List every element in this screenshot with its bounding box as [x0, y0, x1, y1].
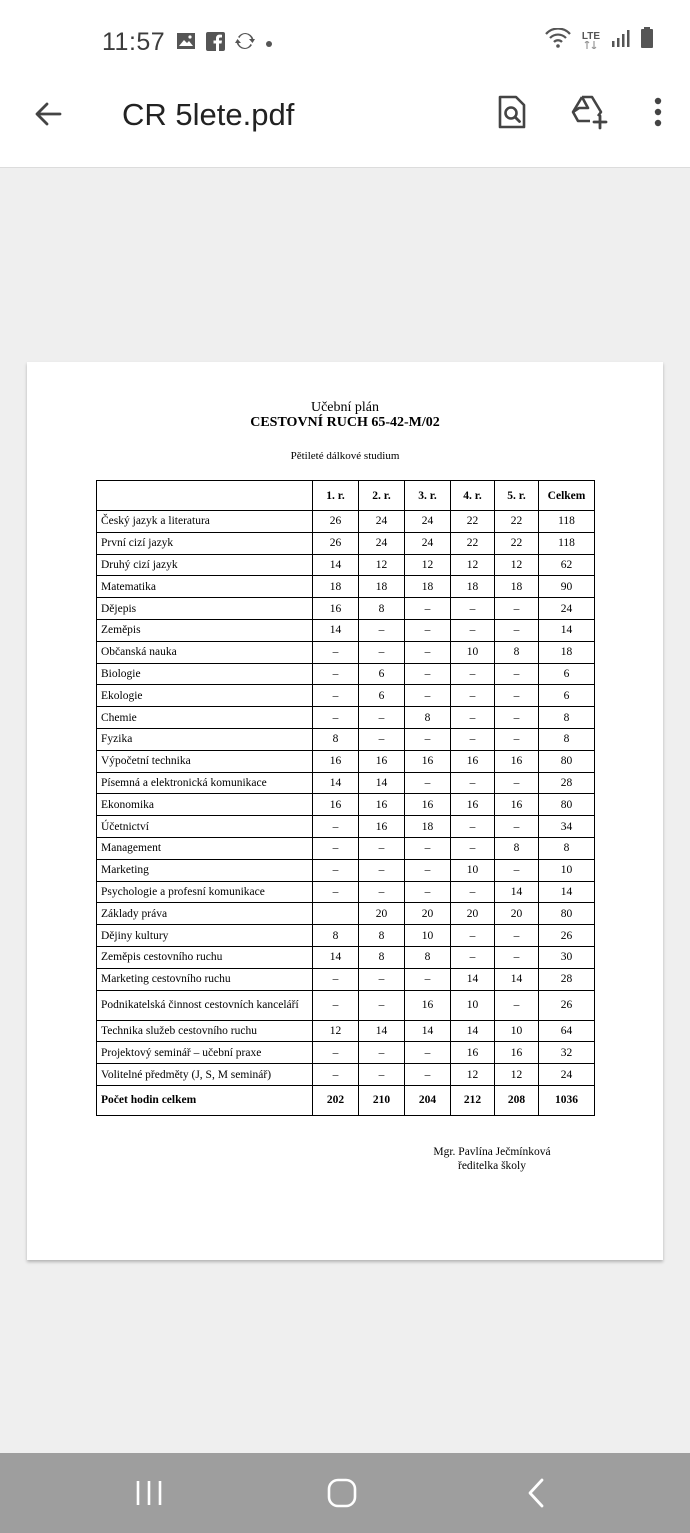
hours-cell: 10 — [451, 859, 495, 881]
hours-cell: 10 — [451, 641, 495, 663]
hours-cell: – — [451, 946, 495, 968]
hours-cell: 8 — [359, 925, 405, 947]
hours-cell: 14 — [313, 772, 359, 794]
hours-cell: – — [313, 881, 359, 903]
subject-cell: Zeměpis cestovního ruchu — [97, 946, 313, 968]
hours-cell: 14 — [495, 881, 539, 903]
subject-cell: Občanská nauka — [97, 641, 313, 663]
hours-cell: 14 — [539, 881, 595, 903]
hours-cell: 10 — [405, 925, 451, 947]
hours-cell: 24 — [539, 1064, 595, 1086]
search-in-document-button[interactable] — [492, 92, 532, 132]
table-row — [97, 968, 595, 990]
hours-cell: 18 — [495, 576, 539, 598]
hours-cell: 14 — [313, 946, 359, 968]
table-row — [97, 619, 595, 641]
hours-cell: 12 — [405, 554, 451, 576]
subject-cell: Český jazyk a literatura — [97, 511, 313, 533]
hours-cell: 16 — [405, 990, 451, 1020]
hours-cell: 12 — [495, 1064, 539, 1086]
subject-cell: Fyzika — [97, 728, 313, 750]
hours-cell: 34 — [539, 816, 595, 838]
hours-cell: 14 — [313, 619, 359, 641]
hours-cell: 26 — [313, 532, 359, 554]
hours-cell: – — [405, 837, 451, 859]
hours-cell: 16 — [313, 598, 359, 620]
add-to-drive-icon — [570, 94, 610, 130]
hours-cell: 16 — [359, 816, 405, 838]
hours-cell: – — [495, 990, 539, 1020]
hours-cell: 64 — [539, 1020, 595, 1042]
hours-cell: 14 — [539, 619, 595, 641]
hours-cell: 26 — [539, 925, 595, 947]
hours-cell: 8 — [313, 925, 359, 947]
hours-cell: – — [405, 728, 451, 750]
hours-cell: 10 — [451, 990, 495, 1020]
hours-cell: – — [359, 1042, 405, 1064]
subject-cell: Dějepis — [97, 598, 313, 620]
hours-cell: – — [451, 925, 495, 947]
hours-cell: 12 — [451, 1064, 495, 1086]
table-row — [97, 641, 595, 663]
hours-cell: 16 — [495, 1042, 539, 1064]
document-heading — [27, 400, 663, 430]
battery-icon — [640, 27, 654, 54]
facebook-icon — [206, 32, 225, 56]
hours-cell: 20 — [451, 903, 495, 925]
table-row — [97, 750, 595, 772]
header-cell: 5. r. — [495, 481, 539, 511]
hours-cell: – — [313, 685, 359, 707]
subject-cell: Projektový seminář – učební praxe — [97, 1042, 313, 1064]
hours-cell: – — [313, 1064, 359, 1086]
table-row — [97, 554, 595, 576]
hours-cell: – — [313, 663, 359, 685]
total-row — [97, 1085, 595, 1115]
hours-cell: – — [495, 598, 539, 620]
hours-cell: 8 — [539, 837, 595, 859]
header-cell: 4. r. — [451, 481, 495, 511]
hours-cell: – — [313, 1042, 359, 1064]
subject-cell: Technika služeb cestovního ruchu — [97, 1020, 313, 1042]
subject-cell: První cizí jazyk — [97, 532, 313, 554]
hours-cell: – — [313, 990, 359, 1020]
table-row — [97, 925, 595, 947]
subject-cell: Zeměpis — [97, 619, 313, 641]
total-hours-cell: 212 — [451, 1085, 495, 1115]
hours-cell: 10 — [539, 859, 595, 881]
table-row — [97, 1064, 595, 1086]
hours-cell: – — [495, 663, 539, 685]
hours-cell: 22 — [451, 511, 495, 533]
hours-cell: 16 — [495, 750, 539, 772]
hours-cell: 22 — [451, 532, 495, 554]
hours-cell: – — [405, 685, 451, 707]
hours-cell — [313, 903, 359, 925]
table-row — [97, 685, 595, 707]
hours-cell: 80 — [539, 903, 595, 925]
hours-cell: 16 — [405, 794, 451, 816]
table-row — [97, 576, 595, 598]
hours-cell: 16 — [451, 794, 495, 816]
table-row — [97, 707, 595, 729]
hours-cell: – — [495, 946, 539, 968]
back-nav-button[interactable] — [506, 1473, 566, 1513]
hours-cell: – — [495, 772, 539, 794]
recent-apps-icon — [134, 1479, 164, 1507]
hours-cell: – — [451, 728, 495, 750]
hours-cell: – — [405, 859, 451, 881]
signal-icon — [610, 28, 630, 53]
hours-cell: 14 — [405, 1020, 451, 1042]
header-cell: 1. r. — [313, 481, 359, 511]
total-hours-cell: 210 — [359, 1085, 405, 1115]
hours-cell: 18 — [405, 576, 451, 598]
hours-cell: – — [451, 816, 495, 838]
table-row — [97, 903, 595, 925]
table-row — [97, 990, 595, 1020]
subject-cell: Marketing cestovního ruchu — [97, 968, 313, 990]
hours-cell: – — [405, 968, 451, 990]
hours-cell: – — [451, 619, 495, 641]
hours-cell: 24 — [359, 532, 405, 554]
hours-cell: – — [451, 881, 495, 903]
hours-cell: 8 — [405, 707, 451, 729]
hours-cell: – — [405, 1064, 451, 1086]
header-cell: Celkem — [539, 481, 595, 511]
image-icon — [176, 32, 196, 55]
hours-cell: – — [495, 925, 539, 947]
hours-cell: 18 — [405, 816, 451, 838]
dot-icon — [265, 35, 273, 53]
hours-cell: 80 — [539, 794, 595, 816]
status-time: 11:57 — [102, 28, 166, 56]
hours-cell: 26 — [313, 511, 359, 533]
hours-cell: 28 — [539, 968, 595, 990]
system-icons — [544, 27, 654, 54]
hours-cell: 18 — [539, 641, 595, 663]
hours-cell: – — [451, 772, 495, 794]
home-button[interactable] — [312, 1473, 372, 1513]
hours-cell: 8 — [539, 728, 595, 750]
table-row — [97, 511, 595, 533]
hours-cell: 16 — [313, 794, 359, 816]
hours-cell: – — [313, 707, 359, 729]
hours-cell: 24 — [359, 511, 405, 533]
subject-cell: Marketing — [97, 859, 313, 881]
hours-cell: 16 — [451, 1042, 495, 1064]
subject-cell: Biologie — [97, 663, 313, 685]
subject-cell: Podnikatelská činnost cestovních kanceláří — [97, 990, 313, 1020]
hours-cell: – — [313, 968, 359, 990]
signature-role: ředitelka školy — [457, 1160, 527, 1172]
add-to-drive-button[interactable] — [570, 92, 610, 132]
back-button[interactable] — [28, 94, 68, 134]
hours-cell: – — [313, 837, 359, 859]
hours-cell: – — [405, 1042, 451, 1064]
hours-cell: 14 — [313, 554, 359, 576]
hours-cell: 14 — [495, 968, 539, 990]
hours-cell: 8 — [359, 598, 405, 620]
hours-cell: 6 — [539, 685, 595, 707]
header-cell-subject — [97, 481, 313, 511]
hours-cell: – — [451, 685, 495, 707]
table-row — [97, 772, 595, 794]
hours-cell: – — [313, 816, 359, 838]
hours-cell: 18 — [313, 576, 359, 598]
hours-cell: 90 — [539, 576, 595, 598]
subject-cell: Ekonomika — [97, 794, 313, 816]
document-title: CR 5lete.pdf — [122, 97, 295, 132]
heading-line-1: Učební plán — [310, 400, 380, 415]
lte-label: LTE — [581, 31, 600, 42]
hours-cell: – — [495, 619, 539, 641]
hours-cell: 16 — [359, 794, 405, 816]
table-row — [97, 837, 595, 859]
hours-cell: – — [359, 968, 405, 990]
more-options-button[interactable] — [648, 92, 668, 132]
hours-cell: 8 — [495, 641, 539, 663]
hours-cell: 16 — [313, 750, 359, 772]
hours-cell: – — [359, 990, 405, 1020]
hours-cell: 26 — [539, 990, 595, 1020]
hours-cell: – — [405, 663, 451, 685]
table-row — [97, 532, 595, 554]
hours-cell: 22 — [495, 532, 539, 554]
hours-cell: 16 — [359, 750, 405, 772]
hours-cell: 6 — [359, 685, 405, 707]
hours-cell: 18 — [359, 576, 405, 598]
table-row — [97, 598, 595, 620]
subject-cell: Základy práva — [97, 903, 313, 925]
hours-cell: – — [451, 663, 495, 685]
hours-cell: 14 — [359, 1020, 405, 1042]
hours-cell: – — [313, 641, 359, 663]
hours-cell: – — [405, 641, 451, 663]
signature-name: Mgr. Pavlína Ječmínková — [433, 1146, 551, 1158]
total-label-cell: Počet hodin celkem — [97, 1085, 313, 1115]
app-actions — [492, 92, 668, 132]
hours-cell: 20 — [405, 903, 451, 925]
hours-cell: – — [359, 881, 405, 903]
subject-cell: Účetnictví — [97, 816, 313, 838]
table-row — [97, 1042, 595, 1064]
hours-cell: – — [359, 859, 405, 881]
document-subheading: Pětileté dálkové studium — [290, 450, 400, 462]
hours-cell: 118 — [539, 532, 595, 554]
hours-cell: – — [359, 707, 405, 729]
hours-cell: 118 — [539, 511, 595, 533]
hours-cell: 30 — [539, 946, 595, 968]
hours-cell: 32 — [539, 1042, 595, 1064]
hours-cell: 24 — [405, 511, 451, 533]
pdf-viewer[interactable] — [0, 168, 690, 1453]
hours-cell: 80 — [539, 750, 595, 772]
app-bar — [0, 80, 690, 168]
table-row — [97, 881, 595, 903]
hours-cell: – — [451, 837, 495, 859]
lte-icon — [582, 32, 600, 49]
hours-cell: 6 — [359, 663, 405, 685]
hours-cell: 16 — [495, 794, 539, 816]
table-row — [97, 794, 595, 816]
total-hours-cell: 202 — [313, 1085, 359, 1115]
subject-cell: Ekologie — [97, 685, 313, 707]
arrow-back-icon — [32, 98, 64, 130]
subject-cell: Výpočetní technika — [97, 750, 313, 772]
subject-cell: Druhý cizí jazyk — [97, 554, 313, 576]
hours-cell: – — [495, 816, 539, 838]
hours-cell: 62 — [539, 554, 595, 576]
total-hours-cell: 204 — [405, 1085, 451, 1115]
table-row — [97, 946, 595, 968]
search-in-document-icon — [497, 94, 527, 130]
table-row — [97, 816, 595, 838]
hours-cell: 14 — [451, 968, 495, 990]
hours-cell: 8 — [405, 946, 451, 968]
hours-cell: – — [359, 837, 405, 859]
subject-cell: Volitelné předměty (J, S, M seminář) — [97, 1064, 313, 1086]
subject-cell: Matematika — [97, 576, 313, 598]
pdf-page — [27, 362, 663, 1260]
hours-cell: – — [405, 772, 451, 794]
subject-cell: Management — [97, 837, 313, 859]
hours-cell: – — [495, 707, 539, 729]
hours-cell: 16 — [451, 750, 495, 772]
header-cell: 3. r. — [405, 481, 451, 511]
hours-cell: – — [495, 859, 539, 881]
table-row — [97, 1020, 595, 1042]
hours-cell: 14 — [359, 772, 405, 794]
sync-icon — [235, 31, 255, 56]
hours-cell: 22 — [495, 511, 539, 533]
hours-cell: – — [451, 707, 495, 729]
signature-block — [392, 1145, 592, 1173]
navigation-bar — [0, 1453, 690, 1533]
notification-icons — [176, 31, 273, 56]
hours-cell: 8 — [313, 728, 359, 750]
hours-cell: 8 — [359, 946, 405, 968]
hours-cell: 28 — [539, 772, 595, 794]
hours-cell: 18 — [451, 576, 495, 598]
hours-cell: 16 — [405, 750, 451, 772]
hours-cell: – — [495, 685, 539, 707]
curriculum-table — [96, 480, 595, 1116]
hours-cell: – — [359, 728, 405, 750]
hours-cell: 6 — [539, 663, 595, 685]
total-hours-cell: 1036 — [539, 1085, 595, 1115]
hours-cell: 14 — [451, 1020, 495, 1042]
header-cell: 2. r. — [359, 481, 405, 511]
hours-cell: – — [359, 619, 405, 641]
hours-cell: 24 — [539, 598, 595, 620]
table-header-row — [97, 481, 595, 511]
hours-cell: 12 — [359, 554, 405, 576]
table-row — [97, 728, 595, 750]
hours-cell: – — [313, 859, 359, 881]
hours-cell: 12 — [313, 1020, 359, 1042]
subject-cell: Dějiny kultury — [97, 925, 313, 947]
hours-cell: 24 — [405, 532, 451, 554]
hours-cell: 12 — [451, 554, 495, 576]
hours-cell: 8 — [539, 707, 595, 729]
more-options-icon — [654, 97, 662, 127]
hours-cell: – — [405, 598, 451, 620]
total-hours-cell: 208 — [495, 1085, 539, 1115]
table-row — [97, 663, 595, 685]
subject-cell: Chemie — [97, 707, 313, 729]
hours-cell: 8 — [495, 837, 539, 859]
table-row — [97, 859, 595, 881]
subject-cell: Psychologie a profesní komunikace — [97, 881, 313, 903]
back-nav-icon — [526, 1478, 546, 1508]
recent-apps-button[interactable] — [119, 1473, 179, 1513]
hours-cell: 10 — [495, 1020, 539, 1042]
wifi-icon — [544, 28, 572, 53]
hours-cell: 20 — [359, 903, 405, 925]
hours-cell: – — [451, 598, 495, 620]
heading-line-2: CESTOVNÍ RUCH 65-42-M/02 — [250, 415, 440, 430]
hours-cell: 20 — [495, 903, 539, 925]
hours-cell: – — [359, 641, 405, 663]
subject-cell: Písemná a elektronická komunikace — [97, 772, 313, 794]
home-icon — [326, 1477, 358, 1509]
hours-cell: – — [405, 619, 451, 641]
hours-cell: – — [405, 881, 451, 903]
hours-cell: 12 — [495, 554, 539, 576]
hours-cell: – — [495, 728, 539, 750]
status-bar — [0, 0, 690, 80]
hours-cell: – — [359, 1064, 405, 1086]
